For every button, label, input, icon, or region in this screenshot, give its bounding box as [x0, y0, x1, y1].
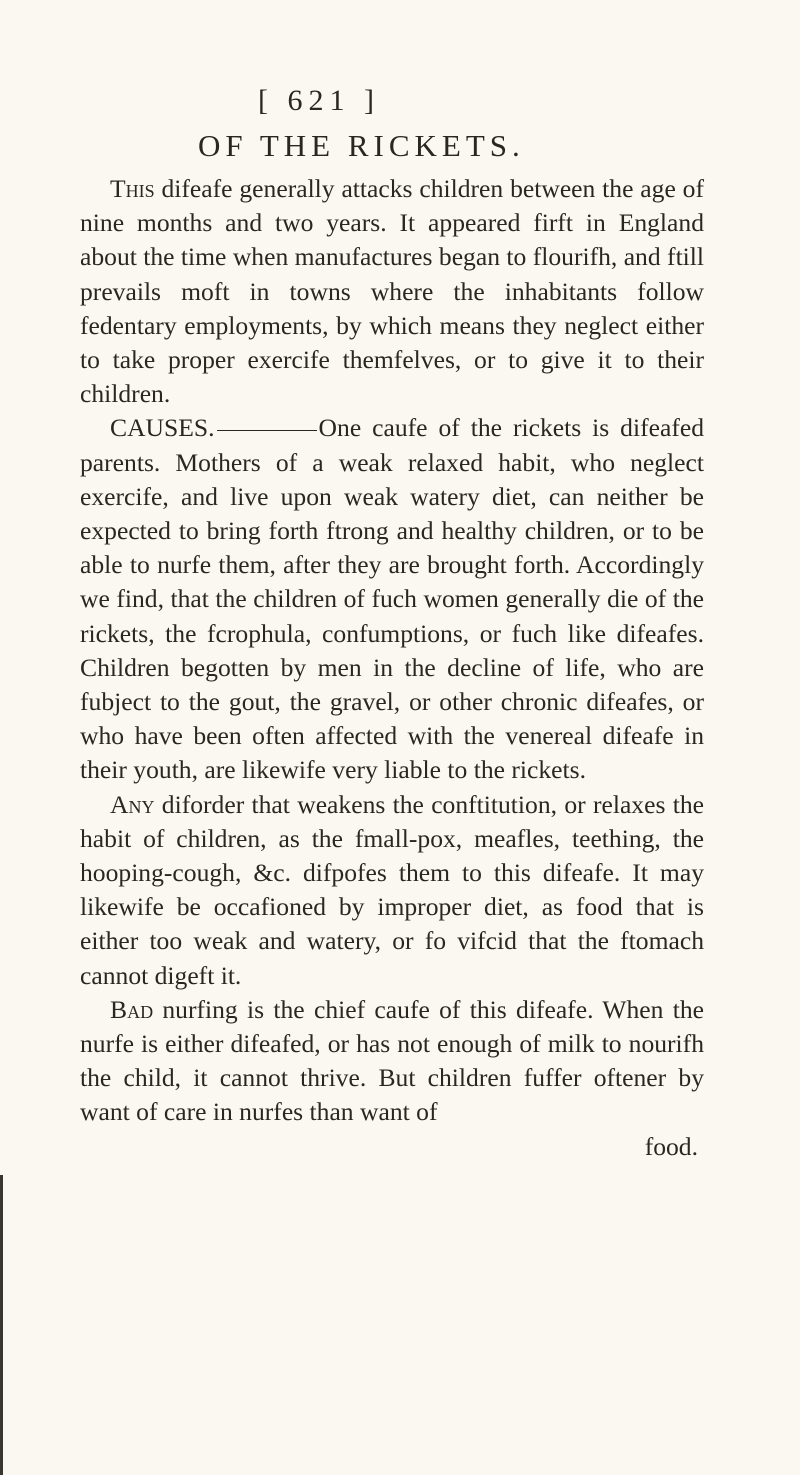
paragraph-disorders	[80, 788, 704, 993]
page-edge-shadow	[0, 1175, 3, 1475]
paragraph-text: diforder that weakens the conftitution, or relaxes the habit of children, as the fmall-pox, meafles, teething, the hooping-cough, &c. difpofes them to this difeafe. It may likewife be occafioned by improper diet, as food that is either too weak and watery, or fo vifcid that the ftomach cannot digeft it.	[80, 789, 704, 990]
paragraph-causes	[80, 411, 704, 787]
paragraph-intro	[80, 172, 704, 411]
em-dash-rule	[217, 430, 317, 431]
paragraph-text: nurfing is the chief caufe of this difeafe. When the nurfe is either difeafed, or has not enough of milk to nourifh the child, it cannot thrive. But children fuffer oftener by want of care in nurfes than want of	[80, 994, 704, 1127]
paragraph-text: One caufe of the rickets is difeafed parents. Mothers of a weak relaxed habit, who neglect exercife, and live upon weak watery diet, can neither be expected to bring forth ftrong and healthy children, or to be able to nurfe them, after they are brought forth. Accordingly we find, that the children of fuch women generally die of the rickets, the fcrophula, confumptions, or fuch like difeafes. Children begotten by men in the decline of life, who are fubject to the gout, the gravel, or other chronic difeafes, or who have been often affected with the venereal difeafe in their youth, are likewife very liable to the rickets.	[80, 413, 704, 785]
page-number: [ 621 ]	[258, 84, 380, 117]
chapter-title: OF THE RICKETS.	[198, 128, 525, 163]
paragraph-lead-word: Any	[110, 789, 155, 819]
section-heading-causes: CAUSES.	[110, 413, 215, 443]
body-text	[80, 172, 704, 1164]
paragraph-lead-word: Bad	[110, 994, 154, 1024]
paragraph-last-line: food.	[644, 1131, 698, 1161]
paragraph-lead-word: This	[110, 174, 155, 203]
paragraph-text: difeafe generally attacks children between the age of nine months and two years. It appeared firft in England about the time when manufactures began to flourifh, and ftill prevails moft in towns where the inhabitants follow fedentary employments, by which means they neglect either to take proper exercife themfelves, or to give it to their children.	[80, 174, 705, 409]
paragraph-nursing	[80, 993, 704, 1130]
